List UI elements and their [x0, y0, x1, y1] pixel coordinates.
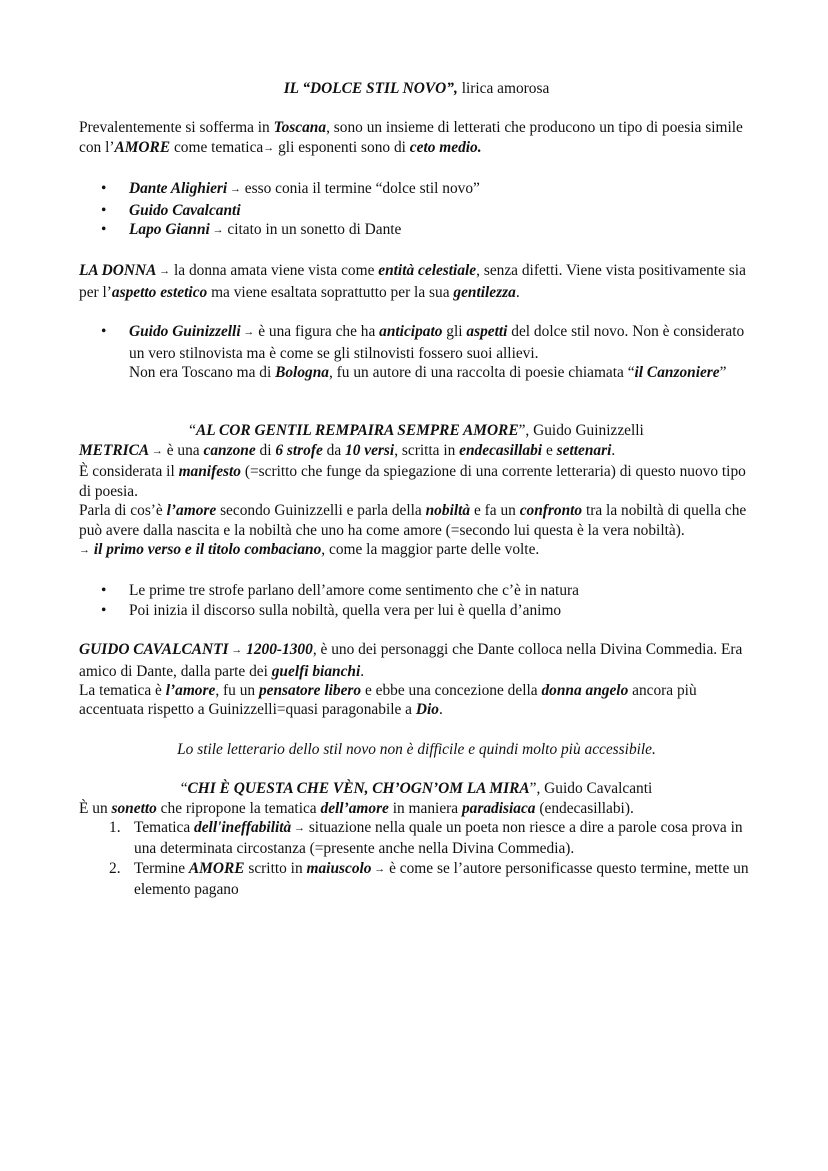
guinizzelli-list — [79, 322, 754, 382]
arrow-right-icon: → — [227, 183, 241, 196]
list-item-text — [129, 180, 480, 197]
text-run: e fa un — [470, 502, 520, 520]
spacer — [79, 241, 754, 261]
text-run: 1200-1300 — [246, 641, 313, 659]
text-run: GUIDO CAVALCANTI — [79, 641, 229, 659]
list-item-cavalcanti — [79, 201, 754, 220]
text-run: Guido Guinizzelli — [129, 323, 241, 341]
text-run: guelfi bianchi — [271, 662, 361, 680]
text-run: anticipato — [379, 323, 443, 341]
text-run: IL “DOLCE STIL NOVO”, — [283, 80, 458, 97]
arrow-right-icon: → — [79, 543, 90, 556]
text-run: gli esponenti sono di — [274, 138, 410, 156]
text-run: il Canzoniere — [634, 364, 720, 382]
text-run: e — [542, 441, 557, 459]
text-run: l’amore — [166, 502, 217, 520]
text-run: . — [438, 701, 443, 719]
list-number: 1. — [109, 818, 121, 836]
text-run: dell’amore — [320, 799, 389, 817]
text-run: “ — [189, 422, 197, 440]
text-run: Bologna — [275, 364, 329, 382]
text-run: Tematica — [134, 818, 195, 836]
text-run: paradisiaca — [461, 799, 536, 817]
text-run: AL COR GENTIL REMPAIRA SEMPRE AMORE — [196, 422, 519, 440]
text-run: settenari — [556, 441, 612, 459]
list-item-text — [129, 221, 401, 238]
text-run: da — [322, 441, 346, 459]
text-run: ” — [719, 364, 727, 382]
text-run: pensatore libero — [258, 681, 362, 699]
spacer — [79, 98, 754, 118]
text-run: Lo stile letterario dello stil novo non è difficile e quindi molto più accessibile. — [177, 740, 656, 758]
text-run: ma viene esaltata soprattutto per la sua — [207, 283, 454, 301]
arrow-right-icon: → — [291, 821, 305, 834]
list-item-strofe — [79, 581, 754, 600]
text-run: . — [515, 283, 520, 301]
text-run: è come se l’autore personificasse questo termine, mette un elemento pagano — [134, 859, 749, 899]
text-run: in maniera — [388, 799, 462, 817]
spacer — [79, 159, 754, 179]
list-item-text — [129, 323, 744, 381]
text-run: Poi inizia il discorso sulla nobiltà, quella vera per lui è quella d’animo — [129, 601, 562, 619]
text-run: , scritta in — [394, 441, 460, 459]
text-run: Le prime tre strofe parlano dell’amore come sentimento che c’è in natura — [129, 582, 579, 600]
text-run: lirica amorosa — [457, 80, 550, 97]
cavalcanti-paragraph — [79, 640, 754, 720]
text-run: confronto — [519, 502, 583, 520]
text-run: (=scritto che funge da spiegazione di una corrente letteraria) di questo nuovo tipo di poesia. — [79, 463, 746, 500]
text-run: La tematica è — [79, 681, 166, 699]
spacer — [79, 759, 754, 779]
text-run: donna angelo — [541, 681, 629, 699]
text-run: endecasillabi — [459, 441, 543, 459]
list-item-text — [129, 202, 241, 219]
poem2-numbered-list — [79, 818, 754, 900]
text-run: , fu un autore di una raccolta di poesie chiamata “ — [328, 364, 635, 382]
text-run: , come la maggior parte delle volte. — [321, 540, 540, 558]
document-title — [79, 79, 754, 98]
text-run: METRICA — [79, 441, 150, 459]
list-item-text — [134, 860, 749, 898]
list-item-dante — [79, 179, 754, 200]
document-page — [79, 79, 754, 900]
list-item-nobilta — [79, 601, 754, 620]
arrow-right-icon: → — [209, 224, 224, 237]
text-run: dell'ineffabilità — [194, 818, 292, 836]
text-run: , senza difetti. Viene vista positivamente sia per l’ — [79, 262, 746, 301]
text-run: Lapo Gianni — [129, 221, 210, 239]
text-run: , fu un — [215, 681, 259, 699]
text-run: ancora più accentuata rispetto a Guinizzelli=quasi paragonabile a — [79, 681, 697, 719]
strofe-list — [79, 581, 754, 620]
arrow-right-icon: → — [240, 326, 255, 339]
text-run: . — [611, 441, 616, 459]
list-item-text — [134, 819, 743, 857]
text-run: situazione nella quale un poeta non riesce a dire a parole cosa prova in una determinata circostanza (=presente anche nella Divina Commedia). — [134, 818, 743, 858]
text-run: “ — [180, 780, 188, 798]
arrow-right-icon: → — [228, 644, 243, 657]
text-run: AMORE — [114, 138, 171, 156]
poem2-heading — [79, 779, 754, 798]
text-run: esso conia il termine “dolce stil novo” — [240, 180, 480, 198]
text-run: Non era Toscano ma di — [129, 364, 276, 382]
arrow-right-icon: → — [156, 265, 171, 278]
sonetto-paragraph — [79, 799, 754, 818]
list-number: 2. — [109, 859, 121, 877]
text-run: che ripropone la tematica — [156, 799, 321, 817]
text-run: il primo verso e il titolo combaciano — [93, 540, 322, 558]
text-run: nobiltà — [425, 502, 471, 520]
list-item-guinizzelli — [79, 322, 754, 382]
text-run: citato in un sonetto di Dante — [223, 221, 402, 239]
intro-paragraph — [79, 118, 754, 159]
text-run: ceto medio. — [409, 138, 482, 156]
numbered-item-amore — [79, 859, 754, 900]
metrica-paragraph — [79, 441, 754, 462]
arrow-right-icon: → — [263, 141, 275, 154]
text-run: la donna amata viene vista come — [170, 262, 379, 280]
text-run: scritto in — [244, 859, 307, 877]
text-run: LA DONNA — [79, 262, 157, 280]
text-run: aspetti — [466, 323, 508, 341]
text-run: entità celestiale — [378, 262, 477, 280]
spacer — [79, 561, 754, 581]
text-run: Parla di cos’è — [79, 502, 167, 520]
text-run: Prevalentemente si sofferma in — [79, 119, 274, 137]
text-run: è una figura che ha — [254, 323, 380, 341]
text-run: maiuscolo — [306, 859, 372, 877]
spacer — [79, 382, 754, 421]
poem1-heading — [79, 421, 754, 440]
text-run: canzone — [203, 441, 256, 459]
numbered-item-ineffabilita — [79, 818, 754, 859]
bullet-icon: • — [101, 201, 107, 219]
spacer — [79, 720, 754, 740]
text-run: AMORE — [188, 859, 245, 877]
text-run: manifesto — [178, 463, 241, 481]
donna-paragraph — [79, 261, 754, 302]
text-run: È un — [79, 799, 112, 817]
text-run: ”, Guido Cavalcanti — [529, 780, 653, 798]
spacer — [79, 620, 754, 640]
text-run: tra la nobiltà di quella che può avere dalla nascita e la nobiltà che uno ha come amore (=secondo lui questa è la vera nobiltà). — [79, 502, 747, 539]
text-run: Toscana — [273, 119, 327, 137]
bullet-icon: • — [101, 180, 107, 198]
bullet-icon: • — [101, 221, 107, 239]
arrow-right-icon: → — [371, 862, 386, 875]
text-run: è una — [162, 441, 204, 459]
manifesto-paragraph — [79, 462, 754, 501]
exponents-list — [79, 179, 754, 241]
text-run: sonetto — [111, 799, 157, 817]
text-run: e ebbe una concezione della — [361, 681, 542, 699]
text-run: CHI È QUESTA CHE VÈN, CH’OGN’OM LA MIRA — [187, 780, 530, 798]
text-run: gli — [442, 323, 467, 341]
text-run: l’amore — [165, 681, 216, 699]
stile-note — [79, 740, 754, 759]
list-item-lapo — [79, 220, 754, 241]
text-run: 10 versi — [345, 441, 395, 459]
text-run: . — [360, 662, 365, 680]
text-run: ”, Guido Guinizzelli — [518, 422, 644, 440]
bullet-icon: • — [101, 323, 107, 341]
text-run: Dio — [415, 701, 439, 719]
text-run: , sono un insieme di letterati che producono un tipo di poesia simile con l’ — [79, 119, 743, 156]
bullet-icon: • — [101, 582, 107, 600]
text-run: gentilezza — [453, 283, 516, 301]
bullet-icon: • — [101, 601, 107, 619]
list-item-text — [129, 582, 579, 599]
arrow-right-icon: → — [149, 444, 163, 457]
verso-paragraph — [79, 540, 754, 561]
text-run: (endecasillabi). — [535, 799, 634, 817]
text-run: di — [255, 441, 276, 459]
spacer — [79, 302, 754, 322]
text-run: Dante Alighieri — [129, 180, 228, 198]
text-run: , è uno dei personaggi che Dante colloca nella Divina Commedia. Era amico di Dante, dalla parte dei — [79, 641, 743, 680]
text-run: 6 strofe — [275, 441, 323, 459]
text-run: Termine — [134, 859, 189, 877]
text-run: È considerata il — [79, 463, 179, 481]
text-run: aspetto estetico — [111, 283, 208, 301]
list-item-text — [129, 602, 561, 619]
text-run: secondo Guinizzelli e parla della — [216, 502, 426, 520]
amore-paragraph — [79, 501, 754, 540]
text-run: Guido Cavalcanti — [129, 201, 241, 219]
text-run: come tematica — [170, 138, 264, 156]
text-run: del dolce stil novo. Non è considerato un vero stilnovista ma è come se gli stilnovisti fossero suoi allievi. — [129, 323, 745, 362]
